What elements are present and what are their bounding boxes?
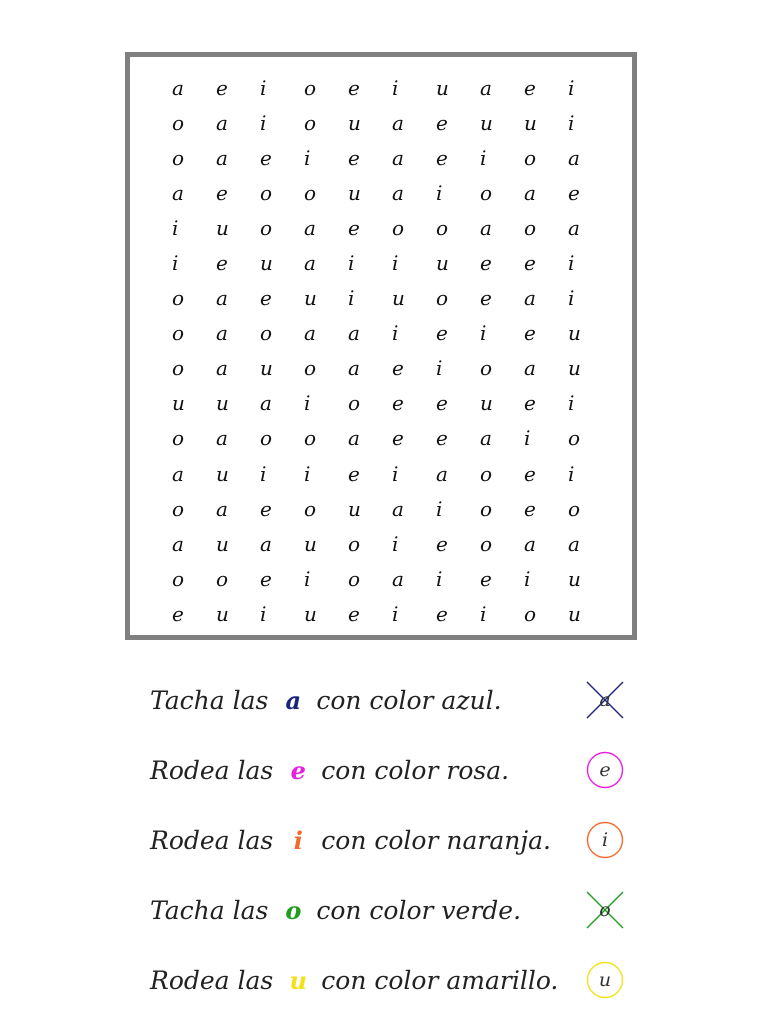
grid-letter[interactable]: i bbox=[260, 75, 267, 100]
grid-letter[interactable]: o bbox=[480, 180, 493, 205]
grid-letter[interactable]: a bbox=[524, 356, 536, 381]
instruction-row bbox=[150, 875, 650, 945]
grid-letter[interactable]: u bbox=[480, 391, 493, 416]
grid-letter[interactable]: o bbox=[436, 286, 449, 311]
grid-letter[interactable]: e bbox=[216, 251, 228, 276]
grid-letter[interactable]: e bbox=[172, 601, 184, 626]
grid-letter[interactable]: u bbox=[216, 531, 229, 556]
grid-letter[interactable]: u bbox=[568, 566, 581, 591]
grid-letter[interactable]: i bbox=[568, 286, 575, 311]
grid-letter[interactable]: a bbox=[304, 215, 316, 240]
cross-mark-icon bbox=[586, 891, 624, 929]
grid-letter[interactable]: e bbox=[392, 426, 404, 451]
grid-letter[interactable]: i bbox=[348, 286, 355, 311]
target-letter: u bbox=[289, 965, 307, 995]
grid-letter[interactable]: u bbox=[568, 356, 581, 381]
grid-letter[interactable]: a bbox=[304, 251, 316, 276]
grid-letter[interactable]: i bbox=[304, 566, 311, 591]
grid-letter[interactable]: u bbox=[216, 391, 229, 416]
grid-letter[interactable]: o bbox=[172, 426, 185, 451]
grid-letter[interactable]: a bbox=[216, 321, 228, 346]
grid-letter[interactable]: o bbox=[172, 356, 185, 381]
grid-letter[interactable]: o bbox=[260, 215, 273, 240]
target-letter: e bbox=[290, 755, 306, 785]
instruction-color-text: con color rosa. bbox=[321, 755, 510, 785]
grid-letter[interactable]: o bbox=[260, 180, 273, 205]
grid-letter[interactable]: a bbox=[348, 426, 360, 451]
instruction-row bbox=[150, 945, 650, 1015]
letter-search-box bbox=[125, 52, 637, 640]
grid-letter[interactable]: i bbox=[436, 496, 443, 521]
grid-letter[interactable]: u bbox=[568, 321, 581, 346]
grid-letter[interactable]: i bbox=[568, 461, 575, 486]
grid-letter[interactable]: e bbox=[348, 601, 360, 626]
grid-letter[interactable]: e bbox=[524, 391, 536, 416]
grid-letter[interactable]: e bbox=[260, 566, 272, 591]
grid-letter[interactable]: i bbox=[304, 461, 311, 486]
grid-letter[interactable]: o bbox=[172, 496, 185, 521]
grid-letter[interactable]: i bbox=[568, 110, 575, 135]
grid-letter[interactable]: a bbox=[480, 215, 492, 240]
grid-letter[interactable]: i bbox=[392, 461, 399, 486]
grid-letter[interactable]: a bbox=[480, 426, 492, 451]
mark-example-letter: a bbox=[599, 689, 611, 711]
instruction-verb: Rodea las bbox=[150, 965, 274, 995]
grid-letter[interactable]: u bbox=[172, 391, 185, 416]
grid-letter[interactable]: o bbox=[480, 496, 493, 521]
grid-letter[interactable]: o bbox=[348, 531, 361, 556]
grid-letter[interactable]: o bbox=[304, 496, 317, 521]
instruction-verb: Rodea las bbox=[150, 755, 274, 785]
grid-letter[interactable]: i bbox=[392, 601, 399, 626]
grid-letter[interactable]: e bbox=[480, 566, 492, 591]
grid-letter[interactable]: o bbox=[524, 601, 537, 626]
circle-mark-icon bbox=[586, 751, 624, 789]
grid-letter[interactable]: i bbox=[260, 110, 267, 135]
instruction-verb: Tacha las bbox=[150, 895, 269, 925]
instructions-list bbox=[150, 665, 650, 1015]
grid-letter[interactable]: i bbox=[172, 251, 179, 276]
grid-letter[interactable]: o bbox=[172, 286, 185, 311]
grid-letter[interactable]: e bbox=[436, 601, 448, 626]
grid-letter[interactable]: e bbox=[480, 251, 492, 276]
grid-letter[interactable]: i bbox=[524, 566, 531, 591]
grid-letter[interactable]: e bbox=[216, 180, 228, 205]
grid-letter[interactable]: o bbox=[172, 145, 185, 170]
grid-letter[interactable]: i bbox=[568, 391, 575, 416]
grid-letter[interactable]: e bbox=[392, 356, 404, 381]
grid-letter[interactable]: a bbox=[172, 461, 184, 486]
grid-letter[interactable]: e bbox=[436, 145, 448, 170]
grid-letter[interactable]: a bbox=[436, 461, 448, 486]
grid-letter[interactable]: i bbox=[260, 461, 267, 486]
grid-letter[interactable]: i bbox=[260, 601, 267, 626]
grid-letter[interactable]: a bbox=[172, 180, 184, 205]
instruction-color-text: con color verde. bbox=[316, 895, 522, 925]
grid-letter[interactable]: i bbox=[480, 601, 487, 626]
grid-letter[interactable]: a bbox=[216, 426, 228, 451]
grid-letter[interactable]: a bbox=[568, 215, 580, 240]
grid-letter[interactable]: o bbox=[524, 145, 537, 170]
grid-letter[interactable]: i bbox=[436, 566, 443, 591]
grid-letter[interactable]: a bbox=[172, 531, 184, 556]
grid-letter[interactable]: e bbox=[524, 461, 536, 486]
grid-letter[interactable]: i bbox=[568, 75, 575, 100]
mark-example-letter: o bbox=[599, 899, 611, 921]
grid-letter[interactable]: a bbox=[260, 531, 272, 556]
grid-letter[interactable]: e bbox=[524, 321, 536, 346]
grid-letter[interactable]: e bbox=[348, 215, 360, 240]
grid-letter[interactable]: a bbox=[480, 75, 492, 100]
grid-letter[interactable]: i bbox=[436, 180, 443, 205]
grid-letter[interactable]: o bbox=[172, 566, 185, 591]
grid-letter[interactable]: e bbox=[436, 391, 448, 416]
grid-letter[interactable]: i bbox=[480, 145, 487, 170]
grid-letter[interactable]: o bbox=[260, 321, 273, 346]
instruction-color-text: con color naranja. bbox=[321, 825, 551, 855]
grid-letter[interactable]: e bbox=[480, 286, 492, 311]
grid-letter[interactable]: u bbox=[436, 75, 449, 100]
grid-letter[interactable]: o bbox=[568, 496, 581, 521]
target-letter: a bbox=[285, 685, 302, 715]
grid-letter[interactable]: a bbox=[216, 356, 228, 381]
grid-letter[interactable]: u bbox=[480, 110, 493, 135]
grid-letter[interactable]: u bbox=[260, 251, 273, 276]
grid-letter[interactable]: a bbox=[568, 531, 580, 556]
grid-letter[interactable]: u bbox=[436, 251, 449, 276]
grid-letter[interactable]: u bbox=[216, 215, 229, 240]
grid-letter[interactable]: e bbox=[392, 391, 404, 416]
grid-letter[interactable]: i bbox=[304, 391, 311, 416]
grid-letter[interactable]: a bbox=[392, 566, 404, 591]
instruction-color-text: con color azul. bbox=[316, 685, 502, 715]
grid-letter[interactable]: a bbox=[348, 356, 360, 381]
grid-letter[interactable]: u bbox=[348, 110, 361, 135]
grid-letter[interactable]: e bbox=[436, 321, 448, 346]
grid-letter[interactable]: a bbox=[216, 145, 228, 170]
grid-letter[interactable]: o bbox=[304, 110, 317, 135]
grid-letter[interactable]: a bbox=[260, 391, 272, 416]
grid-letter[interactable]: i bbox=[568, 251, 575, 276]
target-letter: i bbox=[293, 825, 303, 855]
grid-letter[interactable]: i bbox=[348, 251, 355, 276]
grid-letter[interactable]: u bbox=[524, 110, 537, 135]
grid-letter[interactable]: o bbox=[348, 391, 361, 416]
grid-letter[interactable]: i bbox=[480, 321, 487, 346]
grid-letter[interactable]: a bbox=[348, 321, 360, 346]
grid-letter[interactable]: a bbox=[392, 145, 404, 170]
grid-letter[interactable]: u bbox=[568, 601, 581, 626]
grid-letter[interactable]: a bbox=[304, 321, 316, 346]
grid-letter[interactable]: o bbox=[304, 356, 317, 381]
grid-letter[interactable]: a bbox=[392, 110, 404, 135]
grid-letter[interactable]: o bbox=[524, 215, 537, 240]
circle-mark-icon bbox=[586, 961, 624, 999]
grid-letter[interactable]: a bbox=[172, 75, 184, 100]
grid-letter[interactable]: i bbox=[436, 356, 443, 381]
grid-letter[interactable]: u bbox=[348, 180, 361, 205]
circle-mark-icon bbox=[586, 821, 624, 859]
instruction-verb: Rodea las bbox=[150, 825, 274, 855]
instruction-row bbox=[150, 735, 650, 805]
grid-letter[interactable]: o bbox=[304, 75, 317, 100]
grid-letter[interactable]: a bbox=[392, 496, 404, 521]
grid-letter[interactable]: o bbox=[568, 426, 581, 451]
grid-letter[interactable]: u bbox=[216, 461, 229, 486]
grid-letter[interactable]: i bbox=[172, 215, 179, 240]
grid-letter[interactable]: o bbox=[304, 180, 317, 205]
grid-letter[interactable]: o bbox=[480, 356, 493, 381]
grid-letter[interactable]: e bbox=[568, 180, 580, 205]
grid-letter[interactable]: i bbox=[392, 75, 399, 100]
grid-letter[interactable]: e bbox=[348, 461, 360, 486]
grid-letter[interactable]: u bbox=[304, 601, 317, 626]
grid-letter[interactable]: o bbox=[392, 215, 405, 240]
grid-letter[interactable]: a bbox=[216, 496, 228, 521]
grid-letter[interactable]: u bbox=[392, 286, 405, 311]
grid-letter[interactable]: o bbox=[480, 531, 493, 556]
grid-letter[interactable]: i bbox=[392, 321, 399, 346]
grid-letter[interactable]: a bbox=[392, 180, 404, 205]
grid-letter[interactable]: o bbox=[304, 426, 317, 451]
grid-letter[interactable]: a bbox=[216, 110, 228, 135]
grid-letter[interactable]: o bbox=[348, 566, 361, 591]
grid-letter[interactable]: e bbox=[436, 531, 448, 556]
grid-letter[interactable]: i bbox=[524, 426, 531, 451]
grid-letter[interactable]: u bbox=[260, 356, 273, 381]
grid-letter[interactable]: o bbox=[480, 461, 493, 486]
grid-letter[interactable]: a bbox=[524, 286, 536, 311]
grid-letter[interactable]: e bbox=[524, 75, 536, 100]
grid-letter[interactable]: u bbox=[348, 496, 361, 521]
grid-letter[interactable]: a bbox=[216, 286, 228, 311]
grid-letter[interactable]: o bbox=[172, 321, 185, 346]
grid-letter[interactable]: i bbox=[392, 531, 399, 556]
grid-letter[interactable]: e bbox=[260, 145, 272, 170]
grid-letter[interactable]: o bbox=[172, 110, 185, 135]
grid-letter[interactable]: e bbox=[260, 496, 272, 521]
grid-letter[interactable]: e bbox=[436, 426, 448, 451]
instruction-color-text: con color amarillo. bbox=[321, 965, 559, 995]
cross-mark-icon bbox=[586, 681, 624, 719]
instruction-row bbox=[150, 805, 650, 875]
instruction-verb: Tacha las bbox=[150, 685, 269, 715]
grid-letter[interactable]: a bbox=[524, 180, 536, 205]
grid-letter[interactable]: i bbox=[392, 251, 399, 276]
grid-letter[interactable]: u bbox=[304, 531, 317, 556]
mark-example-letter: e bbox=[599, 759, 611, 781]
grid-letter[interactable]: a bbox=[568, 145, 580, 170]
grid-letter[interactable]: e bbox=[348, 75, 360, 100]
grid-letter[interactable]: u bbox=[304, 286, 317, 311]
letter-grid bbox=[170, 70, 610, 632]
grid-letter[interactable]: e bbox=[524, 251, 536, 276]
grid-letter[interactable]: e bbox=[524, 496, 536, 521]
grid-letter[interactable]: e bbox=[436, 110, 448, 135]
grid-letter[interactable]: u bbox=[216, 601, 229, 626]
grid-letter[interactable]: i bbox=[304, 145, 311, 170]
mark-example-letter: i bbox=[601, 829, 609, 851]
grid-letter[interactable]: a bbox=[524, 531, 536, 556]
grid-letter[interactable]: e bbox=[260, 286, 272, 311]
grid-letter[interactable]: e bbox=[216, 75, 228, 100]
grid-letter[interactable]: e bbox=[348, 145, 360, 170]
grid-letter[interactable]: o bbox=[436, 215, 449, 240]
grid-letter[interactable]: o bbox=[260, 426, 273, 451]
instruction-row bbox=[150, 665, 650, 735]
grid-letter[interactable]: o bbox=[216, 566, 229, 591]
mark-example-letter: u bbox=[598, 969, 612, 991]
target-letter: o bbox=[285, 895, 302, 925]
